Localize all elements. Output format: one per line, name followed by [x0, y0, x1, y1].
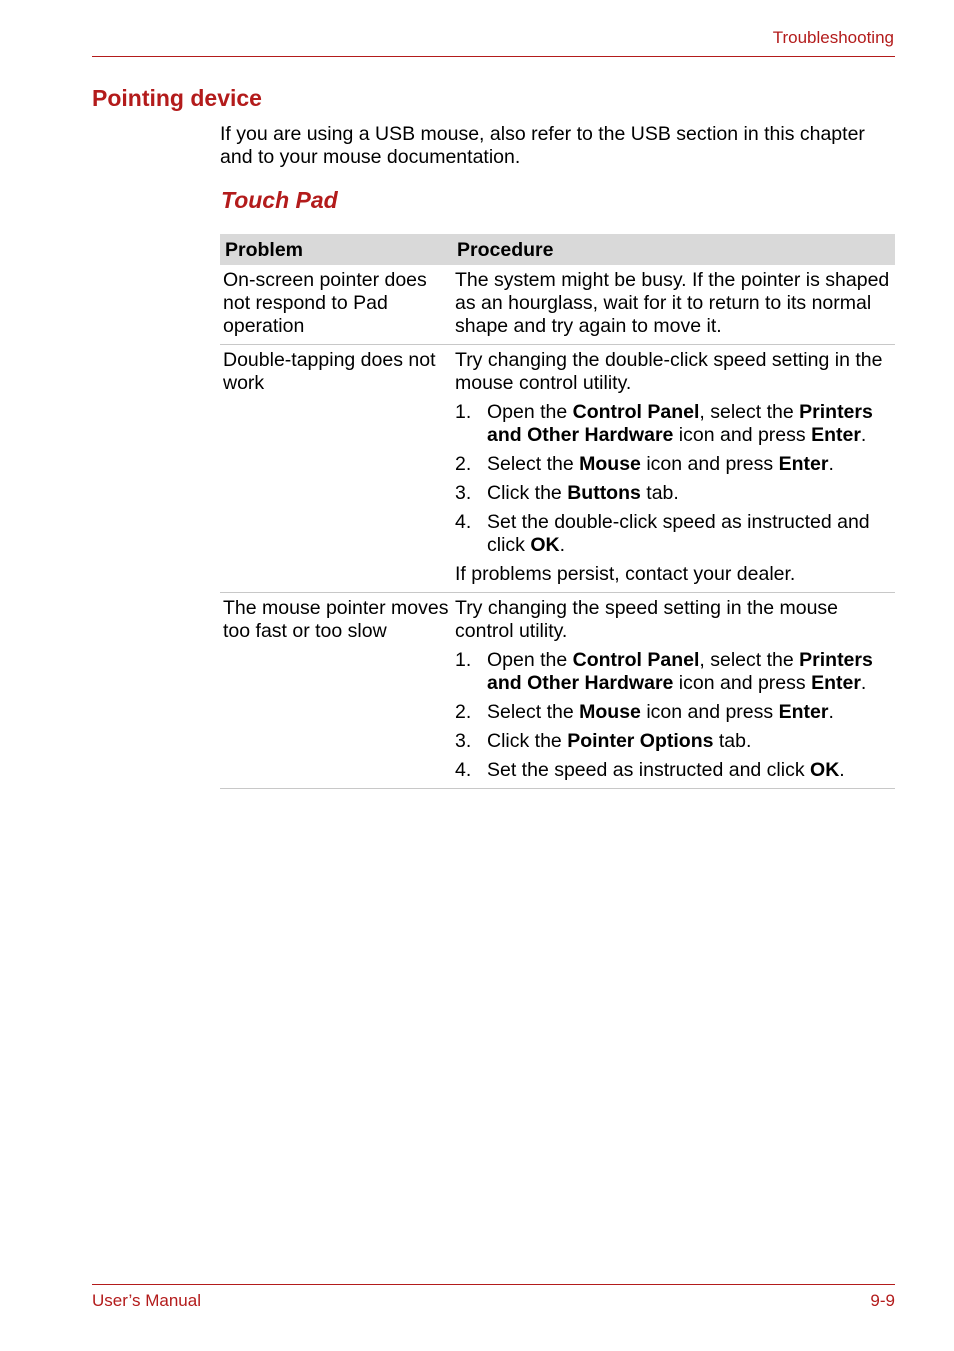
- step-bold-term: Enter: [811, 424, 861, 446]
- step-number: 4.: [455, 511, 472, 533]
- step-bold-term: Mouse: [579, 453, 641, 475]
- section-title: Pointing device: [92, 85, 262, 111]
- problem-cell: On-screen pointer does not respond to Pad operation: [220, 265, 452, 345]
- step-bold-term: OK: [530, 534, 560, 556]
- step-text: .: [860, 672, 867, 694]
- table-row: [220, 265, 895, 345]
- table-header-row: [220, 234, 895, 265]
- step-text: icon and press: [640, 701, 779, 723]
- step-bold-term: Printers and Other Hardware: [487, 401, 873, 446]
- section-intro: If you are using a USB mouse, also refer to the USB section in this chapter and to your mouse documentation.: [220, 123, 865, 168]
- step-number: 2.: [455, 701, 472, 723]
- step-number: 1.: [455, 649, 472, 671]
- step-number: 3.: [455, 730, 472, 752]
- procedure-step: [455, 511, 892, 557]
- step-text: Open the: [487, 649, 573, 671]
- step-bold-term: Pointer Options: [567, 730, 714, 752]
- step-text: .: [828, 453, 834, 475]
- procedure-step: [455, 482, 892, 505]
- step-text: Set the speed as instructed and click: [487, 759, 811, 781]
- step-text: .: [860, 424, 867, 446]
- problem-cell: Double-tapping does not work: [220, 345, 452, 593]
- step-text: Select the: [487, 453, 580, 475]
- step-text: tab.: [713, 730, 752, 752]
- step-text: Click the: [487, 482, 568, 504]
- step-bold-term: Control Panel: [572, 401, 700, 423]
- step-text: tab.: [640, 482, 679, 504]
- footer-manual-title: User’s Manual: [92, 1291, 201, 1310]
- step-text: icon and press: [640, 453, 779, 475]
- procedure-step: [455, 649, 892, 695]
- footer-divider: [92, 1284, 895, 1285]
- procedure-text: Try changing the speed setting in the mouse control utility.: [455, 597, 839, 642]
- procedure-step: [455, 453, 892, 476]
- step-bold-term: Enter: [811, 672, 861, 694]
- step-bold-term: Enter: [778, 701, 829, 723]
- step-text: Select the: [487, 701, 580, 723]
- procedure-step: [455, 759, 892, 782]
- step-text: Open the: [487, 401, 573, 423]
- procedure-step: [455, 701, 892, 724]
- header-divider: [92, 56, 895, 57]
- procedure-cell: [452, 345, 895, 593]
- step-text: , select the: [699, 649, 800, 671]
- column-header-procedure: Procedure: [452, 234, 895, 265]
- procedure-text: The system might be busy. If the pointer is shaped as an hourglass, wait for it to return to its normal shape and try again to move it.: [455, 269, 890, 337]
- procedure-steps: [455, 401, 892, 557]
- step-number: 4.: [455, 759, 472, 781]
- table-row: [220, 593, 895, 789]
- step-number: 2.: [455, 453, 472, 475]
- running-header: Troubleshooting: [772, 28, 894, 47]
- step-bold-term: Printers and Other Hardware: [487, 649, 873, 694]
- procedure-cell: [452, 265, 895, 345]
- problem-cell: The mouse pointer moves too fast or too slow: [220, 593, 452, 789]
- step-text: .: [559, 534, 566, 556]
- table-row: [220, 345, 895, 593]
- step-text: icon and press: [673, 672, 812, 694]
- step-number: 3.: [455, 482, 472, 504]
- step-bold-term: Mouse: [579, 701, 641, 723]
- step-number: 1.: [455, 401, 472, 423]
- step-text: Set the double-click speed as instructed and click: [487, 511, 870, 556]
- step-text: icon and press: [673, 424, 812, 446]
- step-bold-term: OK: [810, 759, 840, 781]
- procedure-steps: [455, 649, 892, 782]
- step-text: .: [839, 759, 845, 781]
- step-text: .: [828, 701, 834, 723]
- step-bold-term: Enter: [778, 453, 829, 475]
- procedure-cell: [452, 593, 895, 789]
- step-bold-term: Buttons: [567, 482, 641, 504]
- procedure-step: [455, 401, 892, 447]
- subsection-title: Touch Pad: [221, 187, 338, 213]
- column-header-problem: Problem: [220, 234, 452, 265]
- troubleshooting-table: [220, 234, 895, 789]
- procedure-step: [455, 730, 892, 753]
- step-bold-term: Control Panel: [572, 649, 700, 671]
- step-text: Click the: [487, 730, 568, 752]
- procedure-text: Try changing the double-click speed setting in the mouse control utility.: [455, 349, 883, 394]
- procedure-note: If problems persist, contact your dealer.: [455, 563, 796, 585]
- step-text: , select the: [699, 401, 800, 423]
- page-number: 9-9: [870, 1291, 895, 1310]
